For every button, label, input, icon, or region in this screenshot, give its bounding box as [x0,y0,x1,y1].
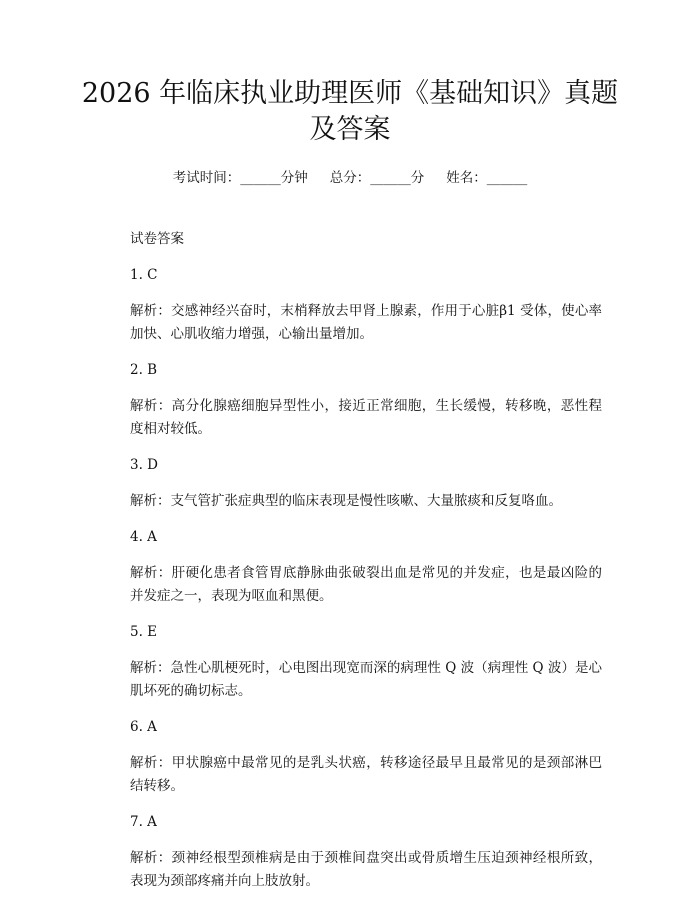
answer-line: 2. B [130,362,158,378]
exam-info-line [0,168,700,188]
name-field: 姓名：______ [446,170,528,186]
answer-section [130,228,602,906]
title-line-2: 及答案 [309,114,391,145]
section-heading: 试卷答案 [130,231,184,247]
document-title [60,76,640,148]
answer-line: 1. C [130,267,158,283]
answer-line: 7. A [130,814,157,830]
answer-line: 3. D [130,457,158,473]
exam-time-field: 考试时间：______分钟 [172,170,308,186]
answer-line: 6. A [130,719,157,735]
analysis-text: 解析：支气管扩张症典型的临床表现是慢性咳嗽、大量脓痰和反复咯血。 [130,493,562,509]
analysis-text: 解析：交感神经兴奋时，末梢释放去甲肾上腺素，作用于心脏β1 受体，使心率加快、心肌收缩力增强，心输出量增加。 [130,303,602,342]
answer-line: 5. E [130,624,158,640]
analysis-text: 解析：肝硬化患者食管胃底静脉曲张破裂出血是常见的并发症，也是最凶险的并发症之一，表现为呕血和黑便。 [130,565,602,604]
total-score-field: 总分：______分 [329,170,425,186]
analysis-text: 解析：急性心肌梗死时，心电图出现宽而深的病理性 Q 波（病理性 Q 波）是心肌坏死的确切标志。 [130,660,602,699]
answer-line: 4. A [130,529,157,545]
analysis-text: 解析：颈神经根型颈椎病是由于颈椎间盘突出或骨质增生压迫颈神经根所致，表现为颈部疼痛并向上肢放射。 [130,850,602,889]
title-line-1: 2026 年临床执业助理医师《基础知识》真题 [81,78,619,109]
analysis-text: 解析：甲状腺癌中最常见的是乳头状癌，转移途径最早且最常见的是颈部淋巴结转移。 [130,755,602,794]
analysis-text: 解析：高分化腺癌细胞异型性小，接近正常细胞，生长缓慢，转移晚，恶性程度相对较低。 [130,398,602,437]
